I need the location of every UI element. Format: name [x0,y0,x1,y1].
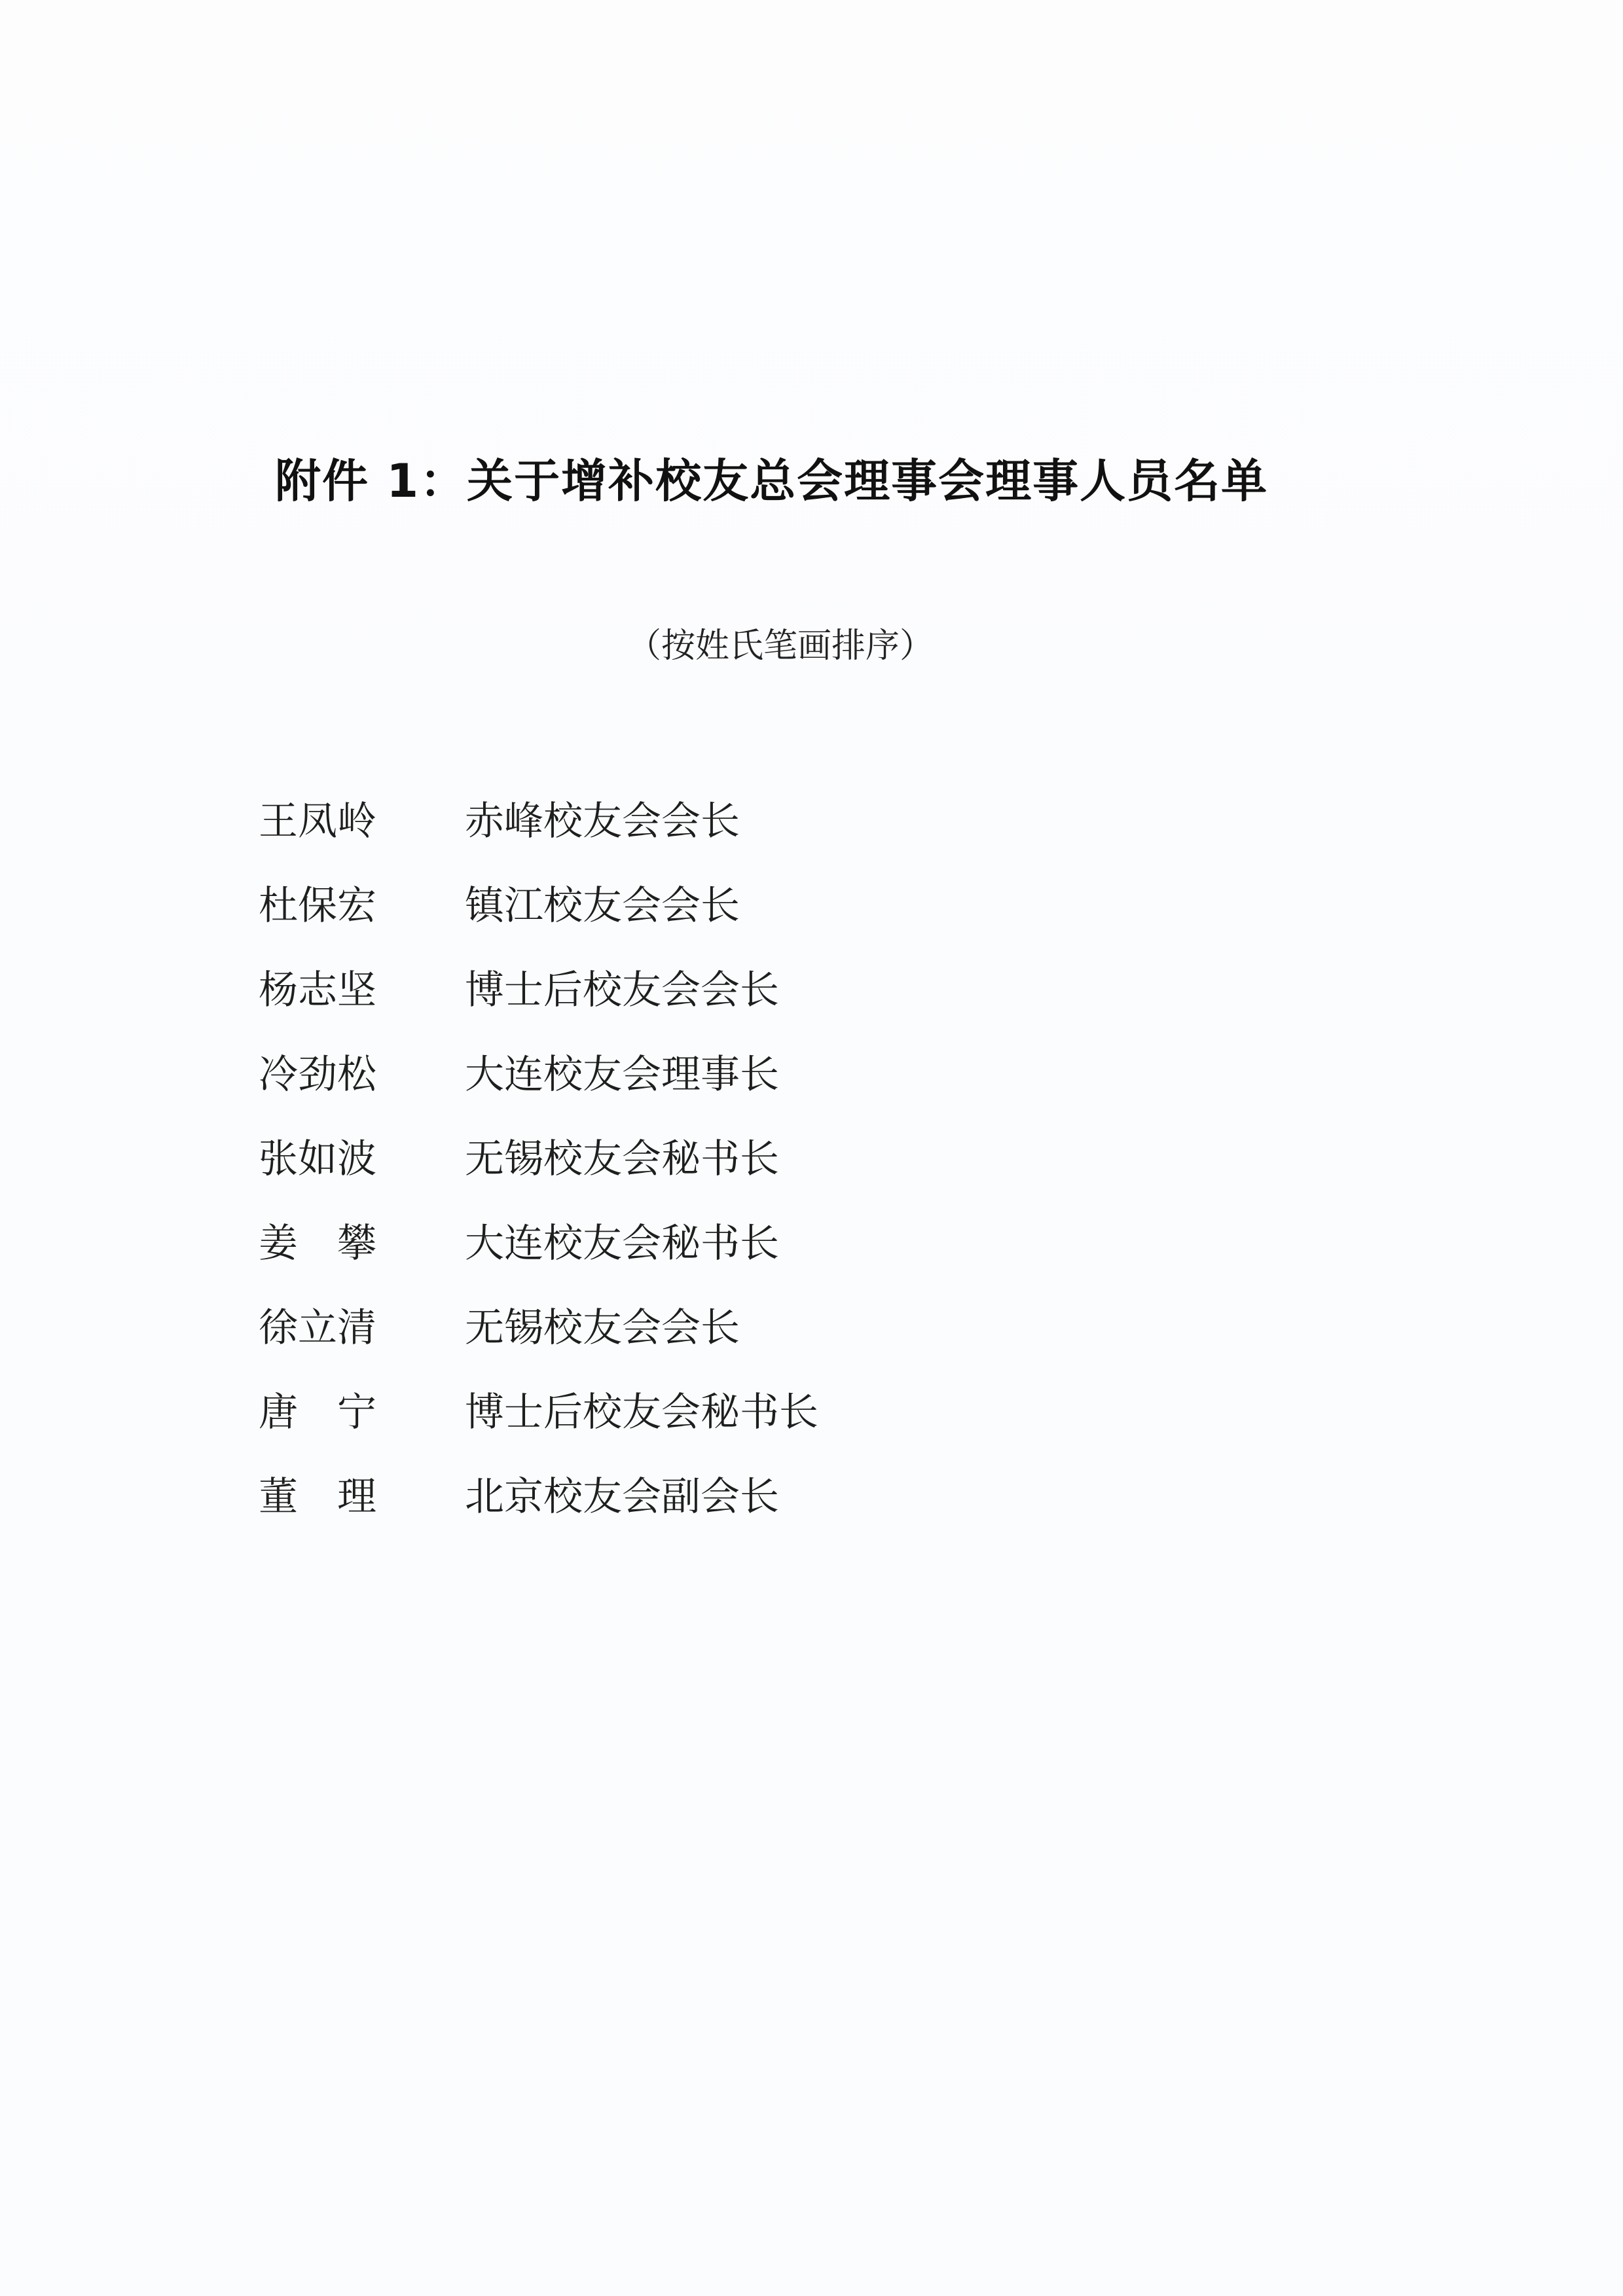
member-name: 唐 宁 [259,1389,376,1435]
member-role: 博士后校友会会长 [465,967,779,1013]
member-row [259,1032,1241,1117]
member-name: 姜 攀 [259,1220,376,1266]
member-name: 董 理 [259,1473,376,1520]
member-role: 大连校友会理事长 [465,1051,779,1098]
document-title: 附件 1：关于增补校友总会理事会理事人员名单 [275,454,1269,508]
member-name: 张如波 [259,1136,376,1182]
document-subtitle: （按姓氏笔画排序） [627,626,934,666]
member-row [259,1285,1241,1370]
member-name: 徐立清 [259,1304,376,1351]
member-row [259,1370,1241,1454]
member-role: 无锡校友会会长 [465,1304,740,1351]
member-row [259,863,1241,948]
member-role: 赤峰校友会会长 [465,798,740,844]
member-name: 杨志坚 [259,967,376,1013]
member-list [259,779,1241,1539]
member-name: 王凤岭 [259,798,376,844]
member-row [259,1454,1241,1539]
member-role: 大连校友会秘书长 [465,1220,779,1266]
member-name: 冷劲松 [259,1051,376,1098]
member-name: 杜保宏 [259,882,376,929]
member-role: 北京校友会副会长 [465,1473,779,1520]
member-role: 博士后校友会秘书长 [465,1389,818,1435]
member-row [259,1117,1241,1201]
member-row [259,779,1241,863]
member-row [259,1201,1241,1285]
member-role: 无锡校友会秘书长 [465,1136,779,1182]
member-role: 镇江校友会会长 [465,882,740,929]
member-row [259,948,1241,1032]
